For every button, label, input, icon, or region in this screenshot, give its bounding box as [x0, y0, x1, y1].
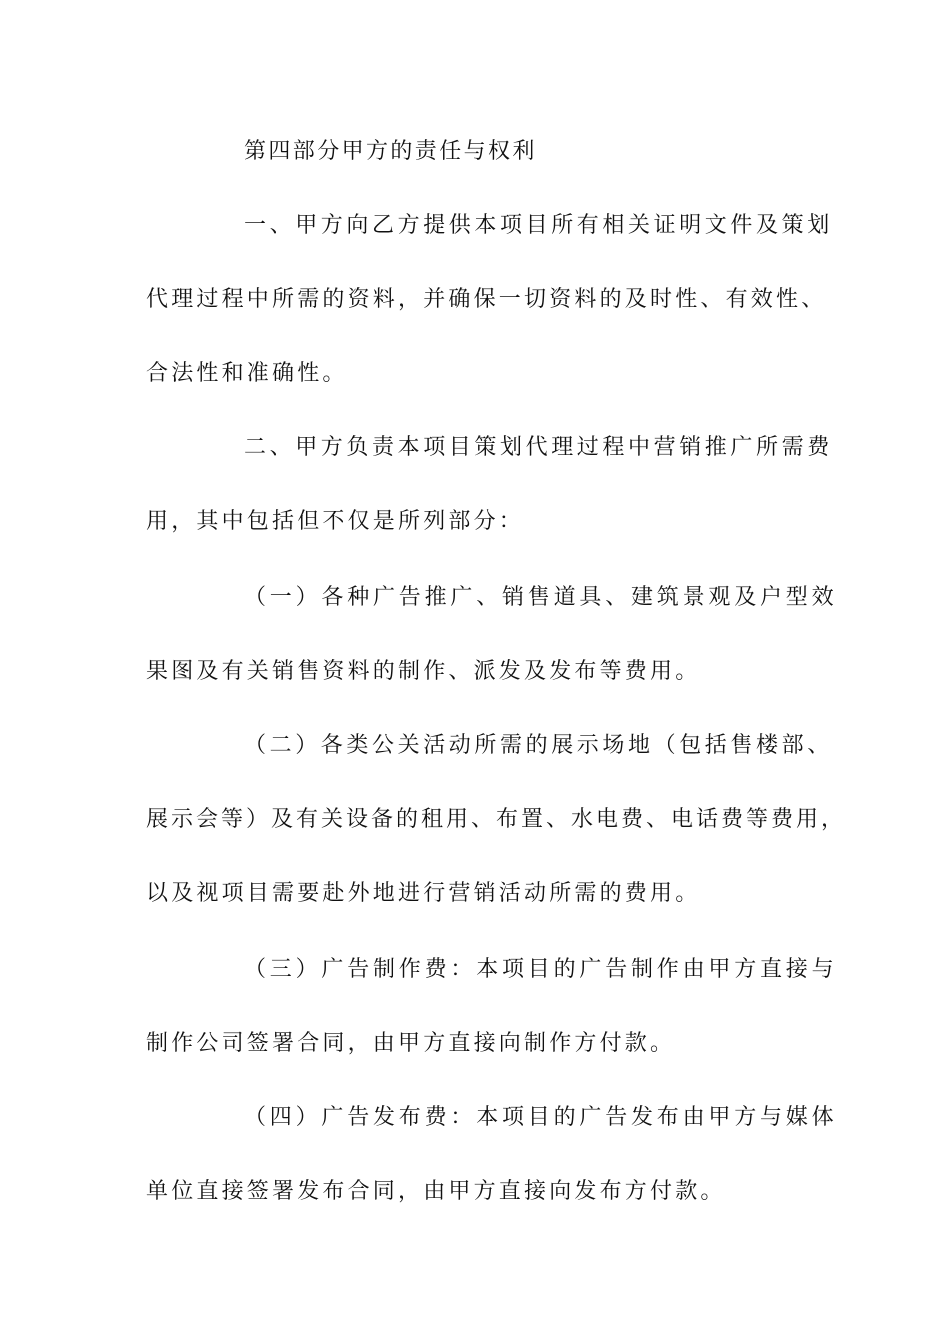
text-line: 二、甲方负责本项目策划代理过程中营销推广所需费 [244, 435, 833, 460]
text-line: （四）广告发布费：本项目的广告发布由甲方与媒体 [244, 1105, 838, 1130]
section-heading: 第四部分甲方的责任与权利 [244, 139, 537, 164]
text-line: 用，其中包括但不仅是所列部分： [146, 509, 525, 534]
text-line: （一）各种广告推广、销售道具、建筑景观及户型效 [244, 585, 838, 610]
text-line: 以及视项目需要赴外地进行营销活动所需的费用。 [146, 881, 701, 906]
text-line: 一、甲方向乙方提供本项目所有相关证明文件及策划 [244, 213, 833, 238]
text-line: （三）广告制作费：本项目的广告制作由甲方直接与 [244, 957, 838, 982]
text-line: （二）各类公关活动所需的展示场地（包括售楼部、 [244, 733, 833, 758]
text-line: 单位直接签署发布合同，由甲方直接向发布方付款。 [146, 1179, 726, 1204]
text-line: 果图及有关销售资料的制作、派发及发布等费用。 [146, 659, 701, 684]
text-line: 展示会等）及有关设备的租用、布置、水电费、电话费等费用， [146, 807, 847, 832]
text-line: 制作公司签署合同，由甲方直接向制作方付款。 [146, 1031, 676, 1056]
text-line: 代理过程中所需的资料，并确保一切资料的及时性、有效性、 [146, 287, 827, 312]
text-line: 合法性和准确性。 [146, 361, 348, 386]
